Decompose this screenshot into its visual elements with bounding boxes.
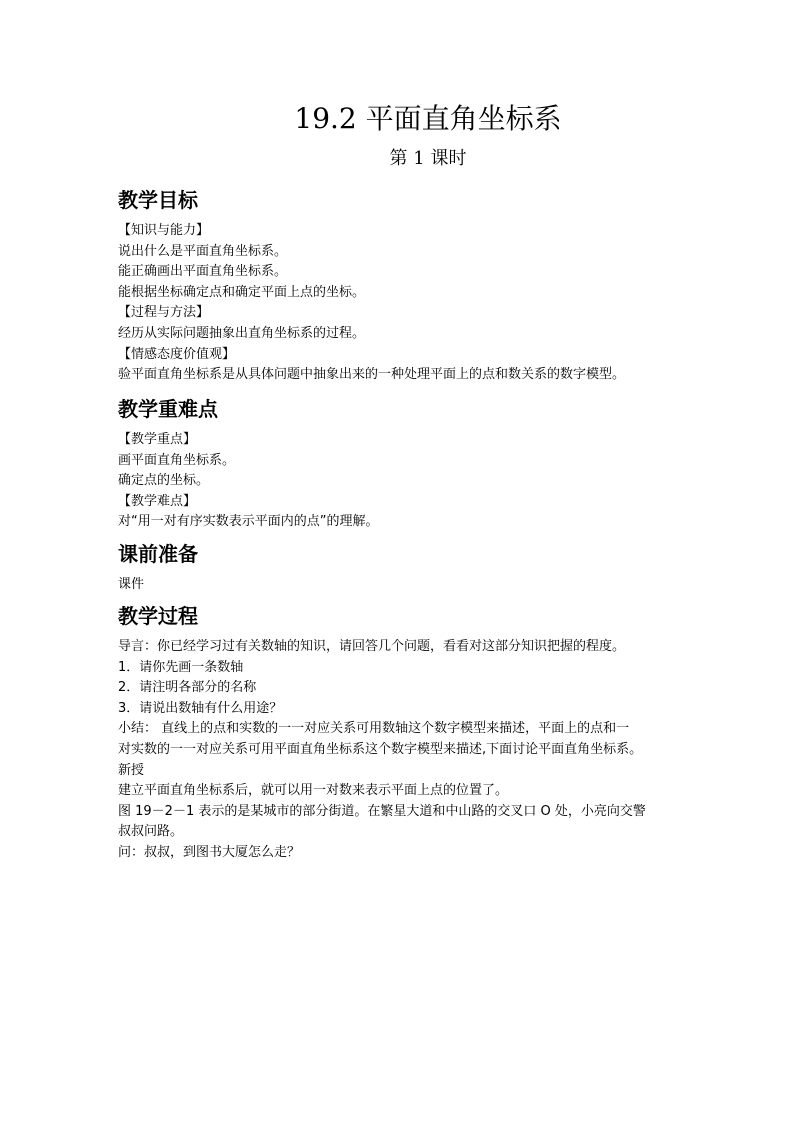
section-heading: 教学目标: [118, 188, 198, 212]
section-heading: 教学重难点: [118, 397, 218, 421]
paragraph-line: 验平面直角坐标系是从具体问题中抽象出来的一种处理平面上的点和数关系的数字模型。: [118, 367, 626, 383]
paragraph-line: 对“用一对有序实数表示平面内的点”的理解。: [118, 514, 379, 530]
list-item: 2．请注明各部分的名称: [118, 680, 257, 696]
document-subtitle: 第 1 课时: [389, 148, 467, 169]
section-key-difficult-points: [118, 395, 698, 533]
paragraph-line: 叔叔问路。: [118, 824, 184, 840]
list-item: 1．请你先画一条数轴: [118, 659, 244, 675]
section-heading: 课前准备: [118, 542, 198, 566]
paragraph-line: 导言：你已经学习过有关数轴的知识，请回答几个问题，看看对这部分知识把握的程度。: [118, 639, 626, 654]
subheading-key-points: 【教学重点】: [118, 432, 197, 447]
section-preparation: [118, 540, 698, 596]
list-item: 3．请说出数轴有什么用途？: [118, 700, 283, 716]
paragraph-line: 建立平面直角坐标系后，就可以用一对数来表示平面上点的位置了。: [118, 783, 509, 799]
subheading-attitude-values: 【情感态度价值观】: [118, 346, 236, 362]
section-teaching-objectives: [118, 186, 698, 386]
subheading-knowledge-ability: 【知识与能力】: [118, 223, 210, 238]
subheading-process-method: 【过程与方法】: [118, 305, 210, 321]
paragraph-line: 经历从实际问题抽象出直角坐标系的过程。: [118, 325, 366, 341]
paragraph-line: 画平面直角坐标系。: [118, 452, 236, 468]
paragraph-line: 图 19－2－1 表示的是某城市的部分街道。在繁星大道和中山路的交叉口 O 处，小亮向交警: [118, 803, 646, 819]
section-heading: 教学过程: [118, 604, 198, 628]
paragraph-line: 说出什么是平面直角坐标系。: [118, 243, 288, 259]
paragraph-line: 能正确画出平面直角坐标系。: [118, 264, 288, 280]
paragraph-line: 对实数的一一对应关系可用平面直角坐标系这个数字模型来描述,下面讨论平面直角坐标系。: [118, 741, 643, 757]
paragraph-line: 能根据坐标确定点和确定平面上点的坐标。: [118, 284, 366, 300]
subheading-difficult-points: 【教学难点】: [118, 493, 197, 509]
paragraph-line: 新授: [118, 762, 145, 778]
paragraph-line: 小结： 直线上的点和实数的一一对应关系可用数轴这个数字模型来描述，平面上的点和一: [118, 721, 630, 737]
paragraph-line: 确定点的坐标。: [118, 473, 210, 489]
paragraph-line: 问：叔叔，到图书大厦怎么走？: [118, 844, 301, 860]
document-title: 19.2 平面直角坐标系: [294, 102, 562, 135]
section-teaching-process: [118, 602, 698, 864]
paragraph-line: 课件: [118, 577, 145, 592]
